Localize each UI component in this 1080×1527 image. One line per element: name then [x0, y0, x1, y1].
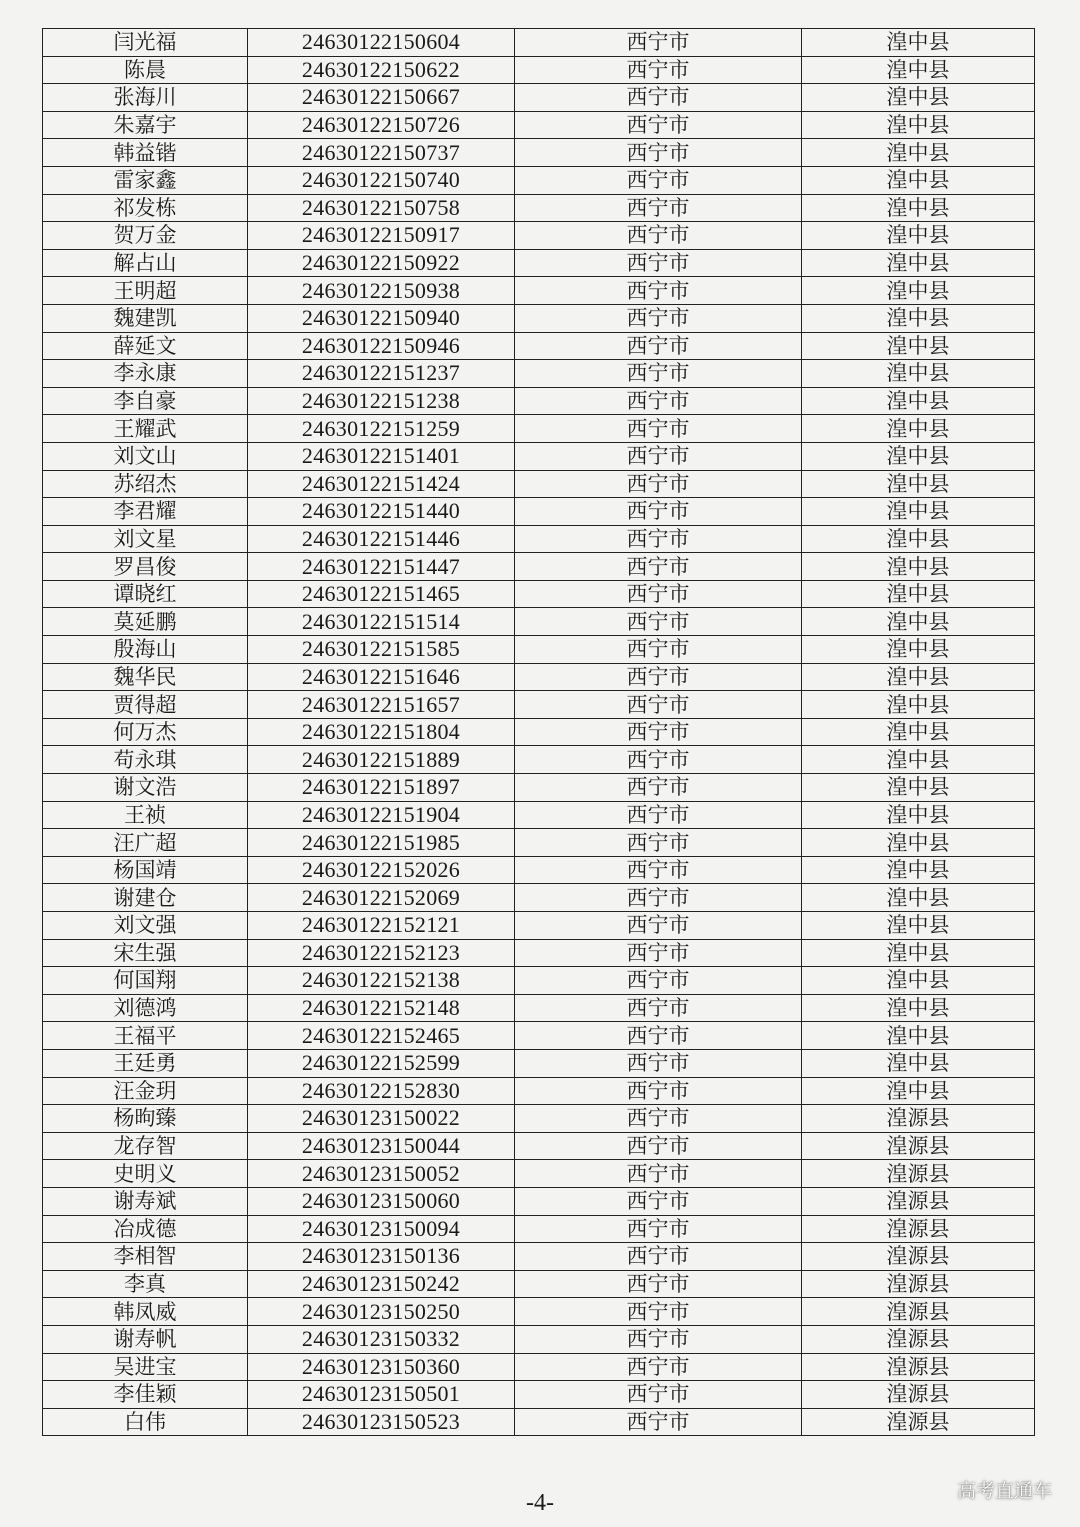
county-cell: 湟源县: [802, 1132, 1035, 1160]
city-cell: 西宁市: [515, 912, 802, 940]
name-cell: 龙存智: [43, 1132, 248, 1160]
name-cell: 殷海山: [43, 636, 248, 664]
county-cell: 湟中县: [802, 360, 1035, 388]
id-cell: 24630122152138: [248, 967, 515, 995]
name-cell: 何国翔: [43, 967, 248, 995]
name-cell: 苏绍杰: [43, 470, 248, 498]
table-row: [43, 111, 1035, 139]
table-row: [43, 249, 1035, 277]
table-row: [43, 746, 1035, 774]
table-row: [43, 553, 1035, 581]
county-cell: 湟中县: [802, 277, 1035, 305]
id-cell: 24630122152599: [248, 1049, 515, 1077]
id-cell: 24630123150242: [248, 1270, 515, 1298]
city-cell: 西宁市: [515, 801, 802, 829]
city-cell: 西宁市: [515, 774, 802, 802]
county-cell: 湟中县: [802, 774, 1035, 802]
name-cell: 李真: [43, 1270, 248, 1298]
city-cell: 西宁市: [515, 111, 802, 139]
county-cell: 湟中县: [802, 498, 1035, 526]
id-cell: 24630122151401: [248, 442, 515, 470]
county-cell: 湟中县: [802, 829, 1035, 857]
county-cell: 湟中县: [802, 746, 1035, 774]
name-cell: 王明超: [43, 277, 248, 305]
city-cell: 西宁市: [515, 222, 802, 250]
city-cell: 西宁市: [515, 994, 802, 1022]
city-cell: 西宁市: [515, 387, 802, 415]
county-cell: 湟源县: [802, 1243, 1035, 1271]
id-cell: 24630122150622: [248, 56, 515, 84]
table-row: [43, 277, 1035, 305]
table-row: [43, 718, 1035, 746]
city-cell: 西宁市: [515, 663, 802, 691]
county-cell: 湟中县: [802, 553, 1035, 581]
name-cell: 贾得超: [43, 691, 248, 719]
city-cell: 西宁市: [515, 1325, 802, 1353]
county-cell: 湟源县: [802, 1270, 1035, 1298]
county-cell: 湟源县: [802, 1187, 1035, 1215]
county-cell: 湟源县: [802, 1353, 1035, 1381]
id-cell: 24630122150940: [248, 304, 515, 332]
id-cell: 24630122150922: [248, 249, 515, 277]
watermark: 高考直通车: [956, 1480, 1052, 1502]
name-cell: 王福平: [43, 1022, 248, 1050]
table-row: [43, 415, 1035, 443]
table-row: [43, 1105, 1035, 1133]
name-cell: 吴进宝: [43, 1353, 248, 1381]
id-cell: 24630122150737: [248, 139, 515, 167]
county-cell: 湟源县: [802, 1160, 1035, 1188]
id-cell: 24630122152830: [248, 1077, 515, 1105]
table-row: [43, 884, 1035, 912]
id-cell: 24630122151259: [248, 415, 515, 443]
table-row: [43, 387, 1035, 415]
city-cell: 西宁市: [515, 1243, 802, 1271]
id-cell: 24630122151889: [248, 746, 515, 774]
table-row: [43, 1381, 1035, 1409]
name-cell: 何万杰: [43, 718, 248, 746]
table-row: [43, 994, 1035, 1022]
id-cell: 24630122151897: [248, 774, 515, 802]
id-cell: 24630122151447: [248, 553, 515, 581]
page-number: -4-: [526, 1490, 554, 1516]
name-cell: 杨国靖: [43, 856, 248, 884]
id-cell: 24630122152069: [248, 884, 515, 912]
city-cell: 西宁市: [515, 1298, 802, 1326]
county-cell: 湟中县: [802, 56, 1035, 84]
table-row: [43, 1215, 1035, 1243]
table-row: [43, 29, 1035, 57]
name-cell: 白伟: [43, 1408, 248, 1436]
name-cell: 罗昌俊: [43, 553, 248, 581]
city-cell: 西宁市: [515, 29, 802, 57]
city-cell: 西宁市: [515, 553, 802, 581]
name-cell: 李自豪: [43, 387, 248, 415]
county-cell: 湟中县: [802, 194, 1035, 222]
city-cell: 西宁市: [515, 718, 802, 746]
county-cell: 湟中县: [802, 636, 1035, 664]
county-cell: 湟源县: [802, 1105, 1035, 1133]
county-cell: 湟中县: [802, 1022, 1035, 1050]
name-cell: 汪广超: [43, 829, 248, 857]
id-cell: 24630122151514: [248, 608, 515, 636]
city-cell: 西宁市: [515, 691, 802, 719]
county-cell: 湟中县: [802, 387, 1035, 415]
county-cell: 湟中县: [802, 663, 1035, 691]
name-cell: 李君耀: [43, 498, 248, 526]
table-row: [43, 1325, 1035, 1353]
county-cell: 湟中县: [802, 994, 1035, 1022]
id-cell: 24630122150726: [248, 111, 515, 139]
id-cell: 24630122151904: [248, 801, 515, 829]
id-cell: 24630122151465: [248, 580, 515, 608]
name-cell: 莫延鹏: [43, 608, 248, 636]
id-cell: 24630122152148: [248, 994, 515, 1022]
county-cell: 湟中县: [802, 1077, 1035, 1105]
table-row: [43, 856, 1035, 884]
city-cell: 西宁市: [515, 249, 802, 277]
id-cell: 24630122151237: [248, 360, 515, 388]
county-cell: 湟中县: [802, 939, 1035, 967]
name-cell: 谢寿斌: [43, 1187, 248, 1215]
id-cell: 24630122151985: [248, 829, 515, 857]
city-cell: 西宁市: [515, 939, 802, 967]
name-cell: 雷家鑫: [43, 166, 248, 194]
table-row: [43, 1022, 1035, 1050]
county-cell: 湟中县: [802, 304, 1035, 332]
city-cell: 西宁市: [515, 1215, 802, 1243]
table-row: [43, 1408, 1035, 1436]
county-cell: 湟中县: [802, 856, 1035, 884]
name-cell: 谢建仓: [43, 884, 248, 912]
name-cell: 刘文山: [43, 442, 248, 470]
name-cell: 李相智: [43, 1243, 248, 1271]
id-cell: 24630122150740: [248, 166, 515, 194]
name-cell: 陈晨: [43, 56, 248, 84]
id-cell: 24630123150360: [248, 1353, 515, 1381]
name-cell: 朱嘉宇: [43, 111, 248, 139]
name-cell: 冶成德: [43, 1215, 248, 1243]
county-cell: 湟中县: [802, 801, 1035, 829]
city-cell: 西宁市: [515, 1105, 802, 1133]
city-cell: 西宁市: [515, 1049, 802, 1077]
table-row: [43, 1353, 1035, 1381]
city-cell: 西宁市: [515, 84, 802, 112]
table-row: [43, 1160, 1035, 1188]
table-row: [43, 608, 1035, 636]
id-cell: 24630122151440: [248, 498, 515, 526]
name-cell: 刘文强: [43, 912, 248, 940]
name-cell: 王祯: [43, 801, 248, 829]
table-row: [43, 56, 1035, 84]
name-cell: 王廷勇: [43, 1049, 248, 1077]
table-row: [43, 84, 1035, 112]
table-row: [43, 691, 1035, 719]
table-row: [43, 222, 1035, 250]
county-cell: 湟中县: [802, 139, 1035, 167]
county-cell: 湟源县: [802, 1381, 1035, 1409]
name-cell: 王耀武: [43, 415, 248, 443]
id-cell: 24630123150332: [248, 1325, 515, 1353]
id-cell: 24630123150250: [248, 1298, 515, 1326]
id-cell: 24630123150052: [248, 1160, 515, 1188]
table-row: [43, 967, 1035, 995]
county-cell: 湟中县: [802, 442, 1035, 470]
table-row: [43, 332, 1035, 360]
city-cell: 西宁市: [515, 442, 802, 470]
table-row: [43, 580, 1035, 608]
id-cell: 24630122150604: [248, 29, 515, 57]
name-cell: 韩凤威: [43, 1298, 248, 1326]
name-cell: 魏华民: [43, 663, 248, 691]
id-cell: 24630122152026: [248, 856, 515, 884]
name-cell: 汪金玥: [43, 1077, 248, 1105]
city-cell: 西宁市: [515, 1160, 802, 1188]
city-cell: 西宁市: [515, 360, 802, 388]
name-cell: 苟永琪: [43, 746, 248, 774]
id-cell: 24630123150044: [248, 1132, 515, 1160]
city-cell: 西宁市: [515, 967, 802, 995]
county-cell: 湟中县: [802, 249, 1035, 277]
city-cell: 西宁市: [515, 166, 802, 194]
city-cell: 西宁市: [515, 1408, 802, 1436]
city-cell: 西宁市: [515, 1187, 802, 1215]
city-cell: 西宁市: [515, 332, 802, 360]
city-cell: 西宁市: [515, 856, 802, 884]
id-cell: 24630122152465: [248, 1022, 515, 1050]
id-cell: 24630122150917: [248, 222, 515, 250]
name-cell: 杨昫臻: [43, 1105, 248, 1133]
county-cell: 湟中县: [802, 166, 1035, 194]
name-cell: 韩益锴: [43, 139, 248, 167]
id-cell: 24630122150758: [248, 194, 515, 222]
table-row: [43, 1243, 1035, 1271]
table-row: [43, 829, 1035, 857]
name-cell: 张海川: [43, 84, 248, 112]
id-cell: 24630122151424: [248, 470, 515, 498]
county-cell: 湟源县: [802, 1298, 1035, 1326]
id-cell: 24630122151238: [248, 387, 515, 415]
id-cell: 24630122150667: [248, 84, 515, 112]
county-cell: 湟中县: [802, 912, 1035, 940]
table-row: [43, 304, 1035, 332]
table-row: [43, 636, 1035, 664]
city-cell: 西宁市: [515, 139, 802, 167]
city-cell: 西宁市: [515, 1381, 802, 1409]
id-cell: 24630122150938: [248, 277, 515, 305]
id-cell: 24630123150523: [248, 1408, 515, 1436]
name-cell: 薛延文: [43, 332, 248, 360]
table-row: [43, 498, 1035, 526]
name-cell: 闫光福: [43, 29, 248, 57]
county-cell: 湟中县: [802, 580, 1035, 608]
city-cell: 西宁市: [515, 1353, 802, 1381]
table-row: [43, 525, 1035, 553]
table-row: [43, 1077, 1035, 1105]
roster-table: [42, 28, 1035, 1436]
name-cell: 魏建凯: [43, 304, 248, 332]
city-cell: 西宁市: [515, 580, 802, 608]
table-row: [43, 663, 1035, 691]
table-row: [43, 166, 1035, 194]
county-cell: 湟源县: [802, 1325, 1035, 1353]
county-cell: 湟源县: [802, 1408, 1035, 1436]
county-cell: 湟中县: [802, 967, 1035, 995]
county-cell: 湟中县: [802, 470, 1035, 498]
county-cell: 湟中县: [802, 332, 1035, 360]
table-row: [43, 194, 1035, 222]
city-cell: 西宁市: [515, 1132, 802, 1160]
table-row: [43, 442, 1035, 470]
city-cell: 西宁市: [515, 1270, 802, 1298]
id-cell: 24630122151585: [248, 636, 515, 664]
county-cell: 湟中县: [802, 222, 1035, 250]
county-cell: 湟中县: [802, 884, 1035, 912]
name-cell: 刘文星: [43, 525, 248, 553]
name-cell: 刘德鸿: [43, 994, 248, 1022]
table-row: [43, 1132, 1035, 1160]
city-cell: 西宁市: [515, 498, 802, 526]
name-cell: 李永康: [43, 360, 248, 388]
city-cell: 西宁市: [515, 470, 802, 498]
table-row: [43, 1298, 1035, 1326]
city-cell: 西宁市: [515, 884, 802, 912]
city-cell: 西宁市: [515, 525, 802, 553]
table-row: [43, 470, 1035, 498]
table-row: [43, 939, 1035, 967]
id-cell: 24630122151804: [248, 718, 515, 746]
city-cell: 西宁市: [515, 829, 802, 857]
table-row: [43, 912, 1035, 940]
name-cell: 史明义: [43, 1160, 248, 1188]
table-row: [43, 1049, 1035, 1077]
city-cell: 西宁市: [515, 1077, 802, 1105]
county-cell: 湟中县: [802, 525, 1035, 553]
name-cell: 贺万金: [43, 222, 248, 250]
county-cell: 湟中县: [802, 691, 1035, 719]
city-cell: 西宁市: [515, 304, 802, 332]
id-cell: 24630123150136: [248, 1243, 515, 1271]
id-cell: 24630123150022: [248, 1105, 515, 1133]
name-cell: 宋生强: [43, 939, 248, 967]
city-cell: 西宁市: [515, 56, 802, 84]
id-cell: 24630123150501: [248, 1381, 515, 1409]
county-cell: 湟中县: [802, 1049, 1035, 1077]
county-cell: 湟中县: [802, 29, 1035, 57]
name-cell: 谭晓红: [43, 580, 248, 608]
table-row: [43, 774, 1035, 802]
table-row: [43, 139, 1035, 167]
id-cell: 24630122152121: [248, 912, 515, 940]
id-cell: 24630122150946: [248, 332, 515, 360]
id-cell: 24630122151646: [248, 663, 515, 691]
city-cell: 西宁市: [515, 194, 802, 222]
city-cell: 西宁市: [515, 1022, 802, 1050]
table-row: [43, 1187, 1035, 1215]
id-cell: 24630123150060: [248, 1187, 515, 1215]
city-cell: 西宁市: [515, 636, 802, 664]
id-cell: 24630122151446: [248, 525, 515, 553]
county-cell: 湟中县: [802, 111, 1035, 139]
county-cell: 湟中县: [802, 84, 1035, 112]
name-cell: 谢文浩: [43, 774, 248, 802]
table-row: [43, 360, 1035, 388]
city-cell: 西宁市: [515, 608, 802, 636]
city-cell: 西宁市: [515, 415, 802, 443]
name-cell: 解占山: [43, 249, 248, 277]
roster-table-body: [43, 29, 1035, 1436]
county-cell: 湟源县: [802, 1215, 1035, 1243]
county-cell: 湟中县: [802, 608, 1035, 636]
table-row: [43, 801, 1035, 829]
name-cell: 李佳颖: [43, 1381, 248, 1409]
city-cell: 西宁市: [515, 277, 802, 305]
table-row: [43, 1270, 1035, 1298]
county-cell: 湟中县: [802, 415, 1035, 443]
id-cell: 24630123150094: [248, 1215, 515, 1243]
county-cell: 湟中县: [802, 718, 1035, 746]
id-cell: 24630122151657: [248, 691, 515, 719]
city-cell: 西宁市: [515, 746, 802, 774]
name-cell: 谢寿帆: [43, 1325, 248, 1353]
id-cell: 24630122152123: [248, 939, 515, 967]
name-cell: 祁发栋: [43, 194, 248, 222]
